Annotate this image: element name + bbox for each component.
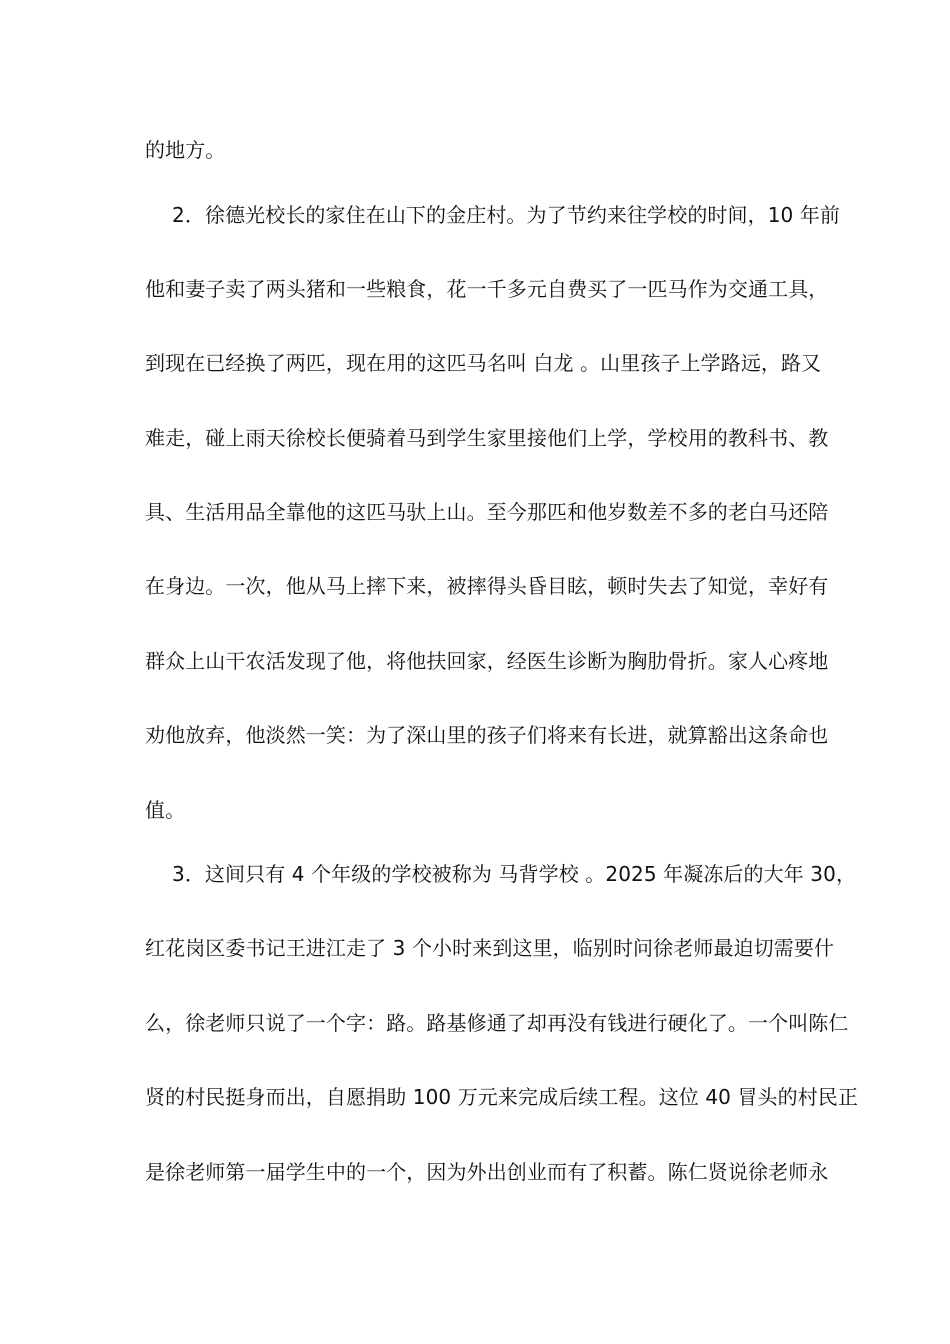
paragraph-2-line-7: 群众上山干农活发现了他，将他扶回家，经医生诊断为胸肋骨折。家人心疼地 [145, 649, 829, 673]
paragraph-2-line-6: 在身边。一次，他从马上摔下来，被摔得头昏目眩，顿时失去了知觉，幸好有 [145, 574, 829, 598]
paragraph-3-line-2: 红花岗区委书记王进江走了 3 个小时来到这里，临别时问徐老师最迫切需要什 [145, 936, 835, 960]
paragraph-3-line-4: 贤的村民挺身而出，自愿捐助 100 万元来完成后续工程。这位 40 冒头的村民正 [145, 1085, 859, 1109]
paragraph-2-line-5: 具、生活用品全靠他的这匹马驮上山。至今那匹和他岁数差不多的老白马还陪 [145, 500, 829, 524]
paragraph-2-line-4: 难走，碰上雨天徐校长便骑着马到学生家里接他们上学，学校用的教科书、教 [145, 426, 829, 450]
paragraph-2-line-2: 他和妻子卖了两头猪和一些粮食，花一千多元自费买了一匹马作为交通工具， [145, 277, 829, 301]
paragraph-1-line-1: 的地方。 [145, 138, 226, 162]
paragraph-3-line-1: 3．这间只有 4 个年级的学校被称为 马背学校 。2025 年凝冻后的大年 30， [172, 862, 857, 886]
paragraph-3-line-3: 么，徐老师只说了一个字：路。路基修通了却再没有钱进行硬化了。一个叫陈仁 [145, 1011, 849, 1035]
paragraph-2-line-8: 劝他放弃，他淡然一笑：为了深山里的孩子们将来有长进，就算豁出这条命也 [145, 723, 829, 747]
paragraph-2-line-3: 到现在已经换了两匹，现在用的这匹马名叫 白龙 。山里孩子上学路远，路又 [145, 351, 822, 375]
paragraph-2-line-9: 值。 [145, 798, 186, 822]
paragraph-3-line-5: 是徐老师第一届学生中的一个，因为外出创业而有了积蓄。陈仁贤说徐老师永 [145, 1160, 829, 1184]
paragraph-2-line-1: 2．徐德光校长的家住在山下的金庄村。为了节约来往学校的时间，10 年前 [172, 203, 841, 227]
